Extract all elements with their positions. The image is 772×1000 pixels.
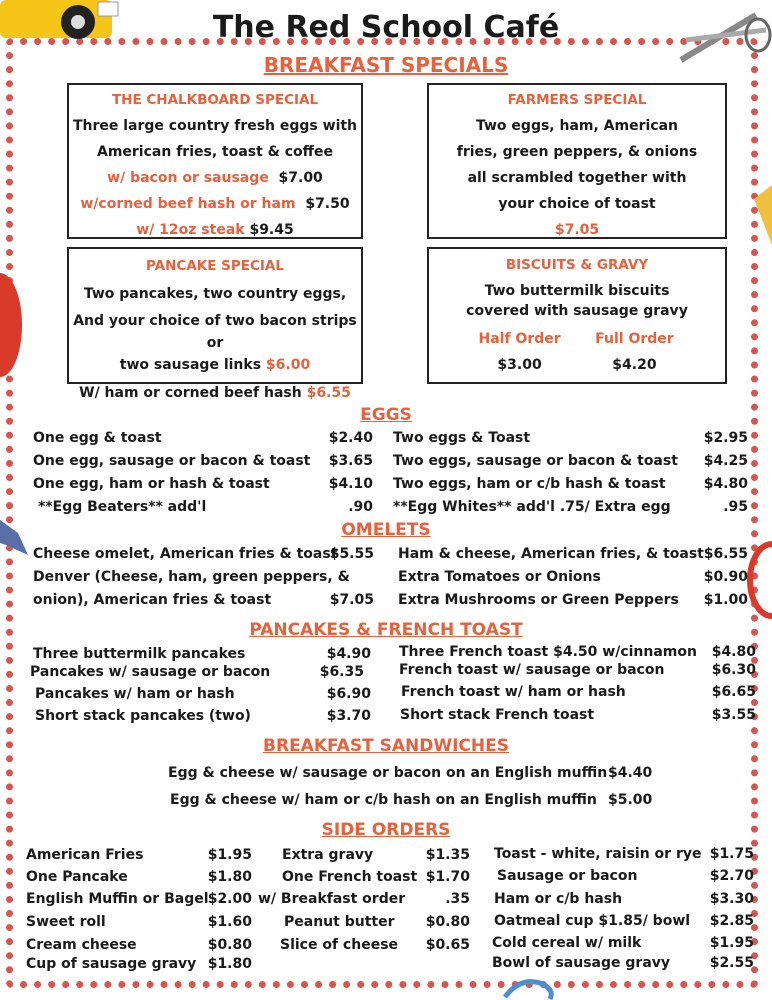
farmers-special-title: FARMERS SPECIAL <box>507 92 647 108</box>
menu-item-price: .35 <box>445 891 470 907</box>
menu-item-name: Extra gravy <box>282 847 374 863</box>
menu-item-name: Sausage or bacon <box>497 868 638 884</box>
chalkboard-special-box <box>67 83 363 239</box>
farmers-special-box <box>427 83 727 239</box>
farmers-line3: all scrambled together with <box>467 170 687 186</box>
menu-item-name: Ham & cheese, American fries, & toast <box>398 546 704 562</box>
menu-item-name: Egg & cheese w/ ham or c/b hash on an English muffin <box>170 792 597 808</box>
option-price: $7.00 <box>278 170 323 186</box>
menu-item-price: $1.95 <box>709 935 754 951</box>
menu-item-price: $3.55 <box>711 707 756 723</box>
menu-item-price: $4.80 <box>711 644 756 660</box>
menu-item-price: $6.90 <box>326 686 371 702</box>
menu-item-name: **Egg Beaters** add'l <box>38 499 207 515</box>
menu-item-name: Denver (Cheese, ham, green peppers, & <box>33 569 350 585</box>
menu-item-name: One egg, ham or hash & toast <box>33 476 270 492</box>
menu-item-name: Short stack pancakes (two) <box>35 708 251 724</box>
menu-item-name: **Egg Whites** add'l .75/ Extra egg <box>393 499 671 515</box>
menu-item-name: One egg & toast <box>33 430 162 446</box>
pencil-icon <box>748 185 772 245</box>
biscuits-line2: covered with sausage gravy <box>466 303 688 319</box>
menu-item-price: $0.80 <box>207 937 252 953</box>
menu-item-name: One Pancake <box>26 869 128 885</box>
menu-item-name: Extra Mushrooms or Green Peppers <box>398 592 679 608</box>
menu-item-price: $4.10 <box>328 476 373 492</box>
pancakes-french-toast-heading: PANCAKES & FRENCH TOAST <box>249 620 523 640</box>
menu-item-name: w/ Breakfast order <box>258 891 406 907</box>
farmers-price: $7.05 <box>554 222 600 238</box>
chalkboard-option-bacon <box>69 165 361 191</box>
half-order-price: $3.00 <box>497 357 542 373</box>
menu-item-price: $6.30 <box>711 662 756 678</box>
biscuits-gravy-box <box>427 247 727 384</box>
breakfast-specials-heading: BREAKFAST SPECIALS <box>263 53 509 77</box>
pancake-price: $6.00 <box>265 357 311 373</box>
omelets-heading: OMELETS <box>341 520 431 540</box>
menu-item-name: Sweet roll <box>26 914 106 930</box>
menu-item-name: French toast w/ ham or hash <box>401 684 626 700</box>
menu-item-price: $5.00 <box>608 792 653 808</box>
chalkboard-line1: Three large country fresh eggs with <box>72 118 358 134</box>
paper-clip-icon <box>500 975 560 1000</box>
chalkboard-special-title: THE CHALKBOARD SPECIAL <box>111 92 319 108</box>
menu-item-name: Cold cereal w/ milk <box>492 935 642 951</box>
option-price: $9.45 <box>249 222 294 238</box>
menu-item-name: Three buttermilk pancakes <box>33 646 246 662</box>
option-label: w/ 12oz steak <box>136 222 245 238</box>
breakfast-sandwiches-heading: BREAKFAST SANDWICHES <box>263 736 509 756</box>
biscuits-gravy-title: BISCUITS & GRAVY <box>505 257 649 273</box>
menu-item-price: $4.40 <box>608 765 653 781</box>
menu-item-name: French toast w/ sausage or bacon <box>399 662 665 678</box>
menu-item-price: .90 <box>348 499 373 515</box>
pancake-price2: $6.55 <box>306 385 351 401</box>
option-price: $7.50 <box>305 196 350 212</box>
pancake-line3 <box>69 354 361 376</box>
menu-item-price: $3.70 <box>326 708 371 724</box>
menu-item-price: $2.70 <box>709 868 754 884</box>
menu-item-name: Cheese omelet, American fries & toast <box>33 546 338 562</box>
farmers-line4: your choice of toast <box>498 196 656 212</box>
option-label: w/corned beef hash or ham <box>80 196 296 212</box>
biscuits-order-prices <box>429 355 725 375</box>
menu-item-name: American Fries <box>26 847 144 863</box>
menu-item-name: Toast - white, raisin or rye <box>494 846 702 862</box>
menu-item-name: Ham or c/b hash <box>494 891 623 907</box>
chalkboard-line2: American fries, toast & coffee <box>96 144 333 160</box>
pancake-line3-text: two sausage links <box>119 357 262 373</box>
menu-item-price: $2.95 <box>703 430 748 446</box>
menu-item-name: Pancakes w/ sausage or bacon <box>30 664 271 680</box>
chalkboard-option-steak <box>69 217 361 243</box>
half-order-label: Half Order <box>478 331 561 347</box>
menu-item-price: $1.75 <box>709 846 754 862</box>
chalkboard-option-hash <box>69 191 361 217</box>
menu-item-price: $6.35 <box>319 664 364 680</box>
menu-item-price: $1.95 <box>207 847 252 863</box>
menu-item-price: $6.65 <box>711 684 756 700</box>
pancake-special-box <box>67 247 363 401</box>
menu-item-name: Cream cheese <box>26 937 137 953</box>
farmers-line2: fries, green peppers, & onions <box>456 144 698 160</box>
pancake-line2: And your choice of two bacon strips or <box>73 313 357 351</box>
apple-icon <box>0 270 24 380</box>
menu-item-price: $4.25 <box>703 453 748 469</box>
menu-item-name: Pancakes w/ ham or hash <box>35 686 235 702</box>
menu-item-price: $1.00 <box>703 592 748 608</box>
menu-item-price: $0.90 <box>703 569 748 585</box>
menu-item-price: $6.55 <box>703 546 748 562</box>
menu-item-name: onion), American fries & toast <box>33 592 272 608</box>
menu-item-name: Two eggs & Toast <box>393 430 531 446</box>
menu-item-price: $4.90 <box>326 646 371 662</box>
menu-item-name: Cup of sausage gravy <box>26 956 197 972</box>
menu-item-price: $2.55 <box>709 955 754 971</box>
pancake-line4-text: W/ ham or corned beef hash <box>79 385 302 401</box>
menu-item-price: $1.80 <box>207 956 252 972</box>
pancake-line1: Two pancakes, two country eggs, <box>83 286 347 302</box>
pancake-line4 <box>69 382 361 404</box>
menu-item-price: $0.80 <box>425 914 470 930</box>
menu-item-name: Oatmeal cup $1.85/ bowl <box>494 913 691 929</box>
menu-item-price: $7.05 <box>329 592 374 608</box>
menu-item-price: .95 <box>723 499 748 515</box>
menu-item-price: $1.60 <box>207 914 252 930</box>
menu-item-price: $1.80 <box>207 869 252 885</box>
menu-item-name: Peanut butter <box>284 914 395 930</box>
menu-item-price: $2.00 <box>207 891 252 907</box>
menu-item-name: Egg & cheese w/ sausage or bacon on an English muffin <box>168 765 608 781</box>
menu-item-price: $3.65 <box>328 453 373 469</box>
menu-item-name: English Muffin or Bagel <box>26 891 209 907</box>
biscuits-line1: Two buttermilk biscuits <box>484 283 670 299</box>
ring-icon <box>744 540 772 620</box>
menu-item-price: $1.35 <box>425 847 470 863</box>
menu-item-price: $2.85 <box>709 913 754 929</box>
menu-item-price: $0.65 <box>425 937 470 953</box>
full-order-label: Full Order <box>595 331 674 347</box>
menu-item-price: $1.70 <box>425 869 470 885</box>
menu-item-name: Slice of cheese <box>280 937 399 953</box>
menu-item-name: Three French toast $4.50 w/cinnamon <box>399 644 697 660</box>
biscuits-order-labels <box>429 329 725 349</box>
menu-item-name: One egg, sausage or bacon & toast <box>33 453 311 469</box>
full-order-price: $4.20 <box>612 357 657 373</box>
menu-item-name: Two eggs, ham or c/b hash & toast <box>393 476 666 492</box>
menu-item-price: $3.30 <box>709 891 754 907</box>
option-label: w/ bacon or sausage <box>107 170 269 186</box>
pancake-special-title: PANCAKE SPECIAL <box>146 258 284 274</box>
farmers-line1: Two eggs, ham, American <box>475 118 679 134</box>
menu-item-name: Two eggs, sausage or bacon & toast <box>393 453 678 469</box>
menu-item-price: $2.40 <box>328 430 373 446</box>
menu-item-price: $4.80 <box>703 476 748 492</box>
menu-item-name: Short stack French toast <box>400 707 595 723</box>
eggs-heading: EGGS <box>360 405 412 425</box>
menu-item-name: One French toast <box>282 869 418 885</box>
menu-item-price: $5.55 <box>329 546 374 562</box>
menu-item-name: Extra Tomatoes or Onions <box>398 569 601 585</box>
cafe-title: The Red School Café <box>212 10 560 45</box>
menu-item-name: Bowl of sausage gravy <box>492 955 671 971</box>
side-orders-heading: SIDE ORDERS <box>321 820 451 840</box>
